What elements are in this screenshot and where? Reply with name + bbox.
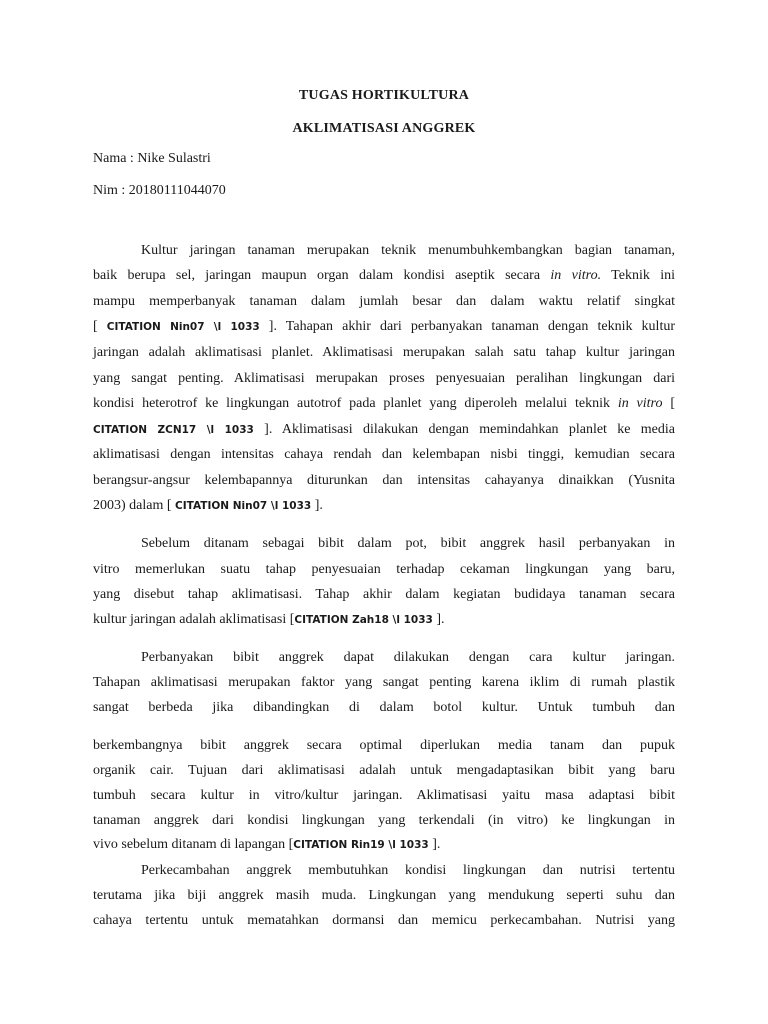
text-line: Perbanyakan bibit anggrek dapat dilakukan dengan cara kultur jaringan. xyxy=(141,650,675,665)
text-line: 2003) dalam [ CITATION Nin07 \l 1033 ]. xyxy=(93,498,323,513)
citation-field[interactable]: CITATION Zah18 \l 1033 xyxy=(294,614,433,626)
text-line: [ CITATION Nin07 \l 1033 ]. Tahapan akhir dari perbanyakan tanaman dengan teknik kultur xyxy=(93,319,675,334)
text-line: yang disebut tahap aklimatisasi. Tahap akhir dalam kegiatan budidaya tanaman secara xyxy=(93,587,675,602)
document-title: TUGAS HORTIKULTURA xyxy=(298,88,470,103)
citation-field[interactable]: CITATION Nin07 \l 1033 xyxy=(175,500,312,512)
text-line: Kultur jaringan tanaman merupakan teknik menumbuhkembangkan bagian tanaman, xyxy=(141,243,675,258)
student-name: Nama : Nike Sulastri xyxy=(93,151,211,166)
text-line: cahaya tertentu untuk mematahkan dormansi dan memicu perkecambahan. Nutrisi yang xyxy=(93,913,675,928)
text-line: kondisi heterotrof ke lingkungan autotrof pada planlet yang diperoleh melalui teknik in vitro [ xyxy=(93,396,675,411)
text-line: kultur jaringan adalah aklimatisasi [CITATION Zah18 \l 1033 ]. xyxy=(93,612,445,627)
text-line: terutama jika biji anggrek masih muda. Lingkungan yang mendukung seperti suhu dan xyxy=(93,888,675,903)
text-line: jaringan adalah aklimatisasi planlet. Aklimatisasi merupakan salah satu tahap kultur jaringan xyxy=(93,345,675,360)
text-line: Sebelum ditanam sebagai bibit dalam pot, bibit anggrek hasil perbanyakan in xyxy=(141,536,675,551)
text-line: vitro memerlukan suatu tahap penyesuaian terhadap cekaman lingkungan yang baru, xyxy=(93,562,675,577)
text-line: tanaman anggrek dari kondisi lingkungan yang terkendali (in vitro) ke lingkungan in xyxy=(93,813,675,828)
citation-field[interactable]: CITATION Nin07 \l 1033 xyxy=(106,321,260,333)
text-line: berangsur-angsur kelembapannya diturunkan dan intensitas cahayanya dinaikkan (Yusnita xyxy=(93,473,675,488)
text-line: aklimatisasi dengan intensitas cahaya rendah dan kelembapan nisbi tinggi, kemudian secara xyxy=(93,447,675,462)
text-line: baik berupa sel, jaringan maupun organ dalam kondisi aseptik secara in vitro. Teknik ini xyxy=(93,268,675,283)
text-line: Perkecambahan anggrek membutuhkan kondisi lingkungan dan nutrisi tertentu xyxy=(141,863,675,878)
text-line: tumbuh secara kultur in vitro/kultur jaringan. Aklimatisasi yaitu masa adaptasi bibit xyxy=(93,788,675,803)
text-line: vivo sebelum ditanam di lapangan [CITATION Rin19 \l 1033 ]. xyxy=(93,837,441,852)
text-line: CITATION ZCN17 \l 1033 ]. Aklimatisasi dilakukan dengan memindahkan planlet ke media xyxy=(93,422,675,437)
text-line: yang sangat penting. Aklimatisasi merupakan proses penyesuaian peralihan lingkungan dari xyxy=(93,371,675,386)
student-nim: Nim : 20180111044070 xyxy=(93,183,226,198)
text-line: berkembangnya bibit anggrek secara optimal diperlukan media tanam dan pupuk xyxy=(93,738,675,753)
citation-field[interactable]: CITATION Rin19 \l 1033 xyxy=(293,839,429,851)
text-line: Tahapan aklimatisasi merupakan faktor yang sangat penting karena iklim di rumah plastik xyxy=(93,675,675,690)
citation-field[interactable]: CITATION ZCN17 \l 1033 xyxy=(93,424,254,436)
text-line: mampu memperbanyak tanaman dalam jumlah besar dan dalam waktu relatif singkat xyxy=(93,294,675,309)
document-subtitle: AKLIMATISASI ANGGREK xyxy=(292,121,476,136)
text-line: organik cair. Tujuan dari aklimatisasi adalah untuk mengadaptasikan bibit yang baru xyxy=(93,763,675,778)
text-line: sangat berbeda jika dibandingkan di dalam botol kultur. Untuk tumbuh dan xyxy=(93,700,675,715)
